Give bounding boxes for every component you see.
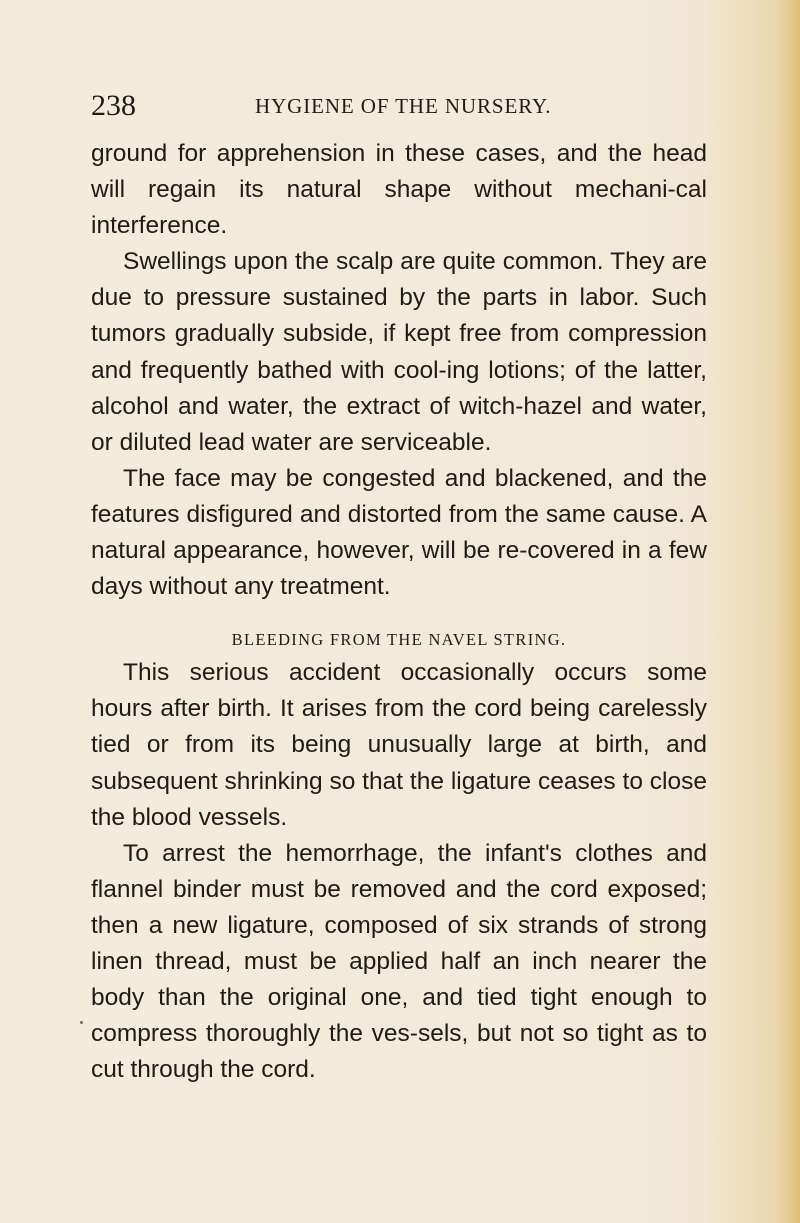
body-text [91,136,707,1088]
page-edge-discoloration [778,0,800,1223]
paragraph-3: The face may be congested and blackened, and the features disfigured and distorted from the same cause. A natural appearance, however, will be re-covered in a few days without any treatment. [91,464,707,601]
section-heading: BLEEDING FROM THE NAVEL STRING. [231,630,567,650]
margin-mark [80,1021,83,1024]
paragraph-2: Swellings upon the scalp are quite common. They are due to pressure sustained by the parts in labor. Such tumors gradually subside, if kept free from compression and frequently bathed with cool-ing lotions; of the latter, alcohol and water, the extract of witch-hazel and water, or diluted lead water are serviceable. [91,248,707,456]
page-header [91,88,711,124]
paragraph-5: To arrest the hemorrhage, the infant's clothes and flannel binder must be removed and the cord exposed; then a new ligature, composed of six strands of strong linen thread, must be applied half an inch nearer the body than the original one, and tied tight enough to compress thoroughly the ves-sels, but not so tight as to cut through the cord. [91,839,707,1084]
page-number: 238 [91,89,136,122]
paragraph-1: ground for apprehension in these cases, and the head will regain its natural shape without mechani-cal interference. [91,140,707,240]
paragraph-4: This serious accident occasionally occurs some hours after birth. It arises from the cord being carelessly tied or from its being unusually large at birth, and subsequent shrinking so that the ligature ceases to close the blood vessels. [91,659,707,831]
running-head: HYGIENE OF THE NURSERY. [255,94,552,118]
